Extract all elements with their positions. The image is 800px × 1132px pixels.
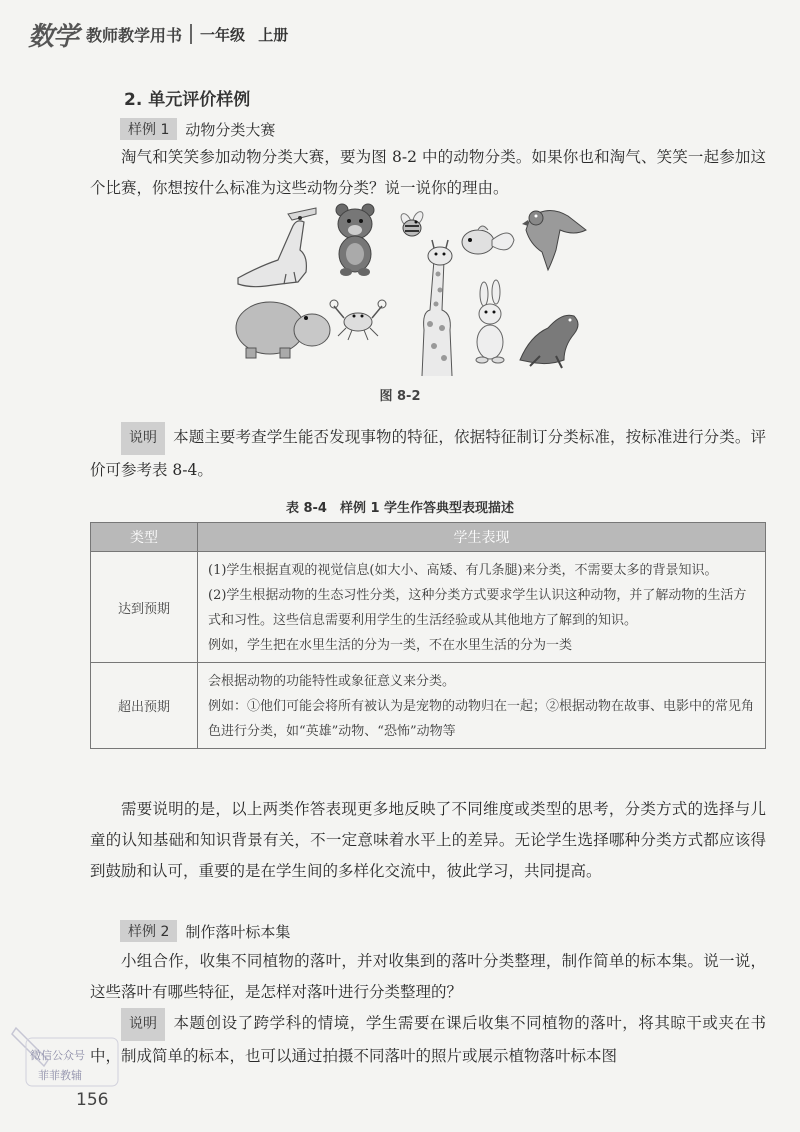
performance-table [90, 522, 766, 749]
section-title: 2. 单元评价样例 [124, 90, 251, 110]
note2-text: 本题创设了跨学科的情境，学生需要在课后收集不同植物的落叶，将其晾干或夹在书中，制成简单的标本，也可以通过拍摄不同落叶的照片或展示植物落叶标本图 [90, 1014, 766, 1065]
giraffe-illustration [422, 240, 452, 376]
header-divider [190, 24, 192, 44]
explanation-paragraph: 需要说明的是，以上两类作答表现更多地反映了不同维度或类型的思考，分类方式的选择与儿童的认知基础和知识背景有关，不一定意味着水平上的差异。无论学生选择哪种分类方式都应该得到鼓励和认可，重要的是在学生间的多样化交流中，彼此学习，共同提高。 [90, 800, 766, 880]
performance-line: (1)学生根据直观的视觉信息(如大小、高矮、有几条腿)来分类，不需要太多的背景知识。 [208, 563, 718, 578]
book-title: 教师教学用书 [86, 25, 183, 45]
watermark-line1: 微信公众号 [30, 1049, 85, 1062]
example2-heading [120, 920, 290, 942]
bee-illustration [399, 210, 425, 236]
example2-tag: 样例 2 [120, 920, 177, 942]
example1-title: 动物分类大赛 [185, 120, 276, 139]
row-performance [198, 663, 766, 749]
note1-tag: 说明 [121, 422, 165, 455]
note1-paragraph [90, 422, 766, 486]
crocodile-illustration [238, 208, 316, 287]
row-type: 超出预期 [91, 663, 198, 749]
bear-illustration [336, 204, 374, 276]
table-header-row [91, 523, 766, 552]
goldfish-illustration [462, 226, 514, 254]
note2-paragraph [90, 1008, 766, 1072]
header-performance: 学生表现 [198, 523, 766, 552]
performance-line: 会根据动物的功能特性或象征意义来分类。 [208, 674, 456, 689]
performance-line: (2)学生根据动物的生态习性分类，这种分类方式要求学生认识这种动物，并了解动物的生活方式和习性。这些信息需要利用学生的生活经验或从其他地方了解到的知识。 [208, 588, 747, 628]
hippo-illustration [236, 302, 330, 358]
example1-paragraph: 淘气和笑笑参加动物分类大赛，要为图 8-2 中的动物分类。如果你也和淘气、笑笑一起参加这个比赛，你想按什么标准为这些动物分类？说一说你的理由。 [90, 148, 766, 197]
figure-caption: 图 8-2 [379, 389, 421, 404]
performance-line: 例如，学生把在水里生活的分为一类，不在水里生活的分为一类 [208, 638, 573, 653]
row-type: 达到预期 [91, 552, 198, 663]
page-header [28, 14, 288, 54]
row-performance [198, 552, 766, 663]
example2-paragraph: 小组合作，收集不同植物的落叶，并对收集到的落叶分类整理，制作简单的标本集。说一说，这些落叶有哪些特征，是怎样对落叶进行分类整理的？ [90, 952, 766, 1001]
table-row [91, 663, 766, 749]
animal-figure [230, 200, 590, 380]
crab-illustration [330, 300, 386, 340]
header-type: 类型 [91, 523, 198, 552]
page-number: 156 [76, 1090, 109, 1110]
example1-heading [120, 118, 275, 140]
seal-illustration [520, 315, 578, 368]
example1-tag: 样例 1 [120, 118, 177, 140]
table-caption: 表 8-4 样例 1 学生作答典型表现描述 [285, 501, 515, 516]
note1-text: 本题主要考查学生能否发现事物的特征，依据特征制订分类标准，按标准进行分类。评价可参考表 8-4。 [90, 428, 766, 479]
rabbit-illustration [476, 280, 504, 363]
note2-tag: 说明 [121, 1008, 165, 1041]
watermark-line2: 菲菲教辅 [38, 1069, 82, 1082]
performance-line: 例如：①他们可能会将所有被认为是宠物的动物归在一起；②根据动物在故事、电影中的常见角色进行分类，如“英雄”动物、“恐怖”动物等 [208, 699, 755, 739]
table-row [91, 552, 766, 663]
subject-logo: 数学 [28, 21, 79, 52]
example2-title: 制作落叶标本集 [185, 922, 291, 941]
grade-label: 一年级 上册 [200, 25, 289, 44]
parrot-illustration [522, 210, 586, 270]
